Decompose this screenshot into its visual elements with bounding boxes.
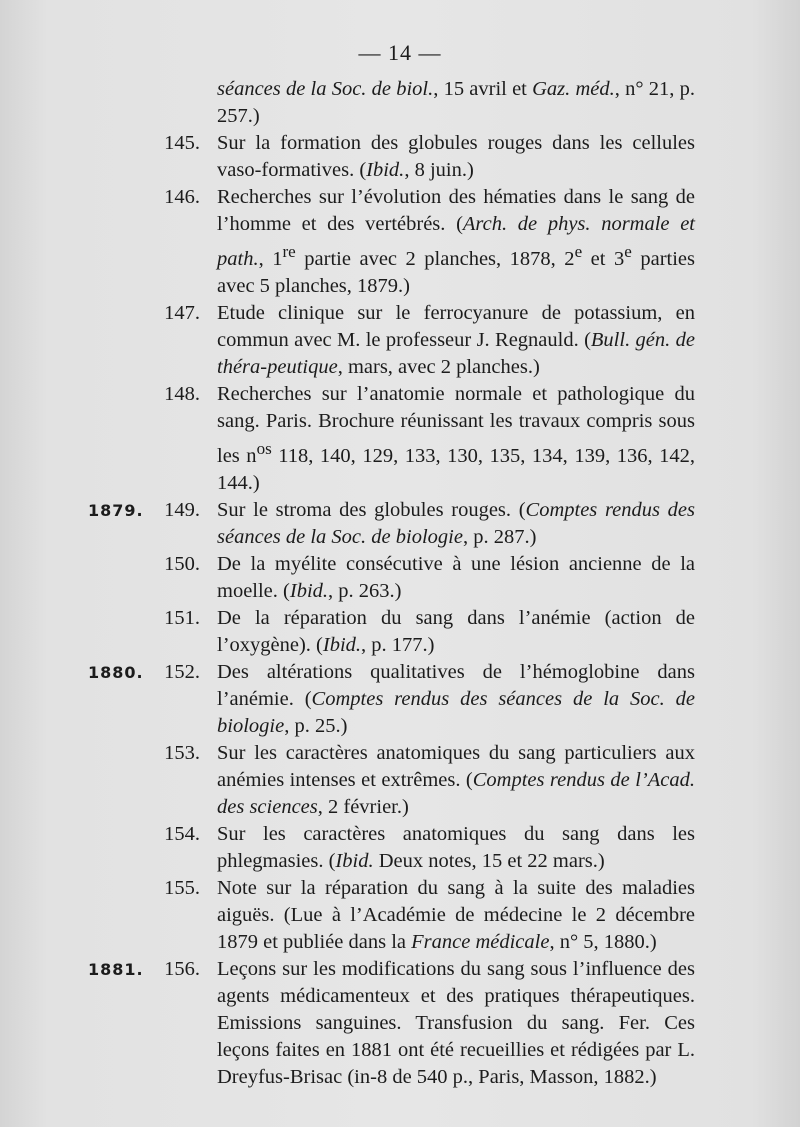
entry-body (164, 381, 695, 497)
entry-year: 1880 . (88, 659, 144, 686)
entry-year: 1881 . (88, 956, 144, 983)
bibliography-entry (0, 184, 800, 300)
entry-number: 152. (164, 660, 200, 683)
entry-number: 146. (164, 186, 200, 208)
entry-number: 147. (164, 301, 200, 324)
page-number: — 14 — (358, 40, 442, 65)
entry-number: 149. (164, 498, 200, 521)
bibliography-list (0, 76, 800, 1091)
entry-body (164, 875, 695, 956)
bibliography-entry (0, 381, 800, 497)
entry-text: De la réparation du sang dans l’anémie (action de l’oxygène). (Ibid., p. 177.) (217, 606, 695, 656)
entry-body (164, 551, 695, 605)
entry-text: Sur les caractères anatomiques du sang particuliers aux anémies intenses et extrêmes. (Comptes rendus de l’Acad. des sciences, 2 février.) (217, 741, 695, 818)
entry-text: Sur le stroma des globules rouges. (Comptes rendus des séances de la Soc. de biologie, p. 287.) (217, 498, 696, 548)
entry-body (164, 184, 696, 300)
entry-text: Sur la formation des globules rouges dans les cellules vaso-formatives. (Ibid., 8 juin.) (217, 132, 695, 181)
entry-number: 145. (164, 132, 200, 154)
bibliography-entry (0, 605, 800, 659)
entry-text: De la myélite consécutive à une lésion ancienne de la moelle. (Ibid., p. 263.) (217, 552, 695, 602)
continuation-paragraph (0, 76, 800, 130)
entry-body (164, 740, 695, 821)
bibliography-entry (0, 956, 800, 1091)
bibliography-entry (0, 497, 800, 551)
entry-text: Sur les caractères anatomiques du sang dans les phlegmasies. (Ibid. Deux notes, 15 et 22 mars.) (217, 822, 695, 872)
entry-text: Note sur la réparation du sang à la suite des maladies aiguës. (Lue à l’Académie de médecine le 2 décembre 1879 et publiée dans la France médicale, n° 5, 1880.) (217, 876, 695, 953)
entry-number: 153. (164, 741, 200, 764)
entry-number: 156. (164, 957, 200, 980)
bibliography-entry (0, 130, 800, 184)
entry-number: 148. (164, 382, 200, 405)
bibliography-entry (0, 740, 800, 821)
entry-body (164, 821, 695, 875)
entry-text: Etude clinique sur le ferrocyanure de potassium, en commun avec M. le professeur J. Regnauld. (Bull. gén. de théra-peutique, mars, avec 2 planches.) (217, 301, 695, 378)
entry-year: 1879 . (88, 497, 144, 524)
entry-text: Des altérations qualitatives de l’hémoglobine dans l’anémie. (Comptes rendus des séances de la Soc. de biologie, p. 25.) (217, 660, 695, 737)
entry-number: 150. (164, 552, 200, 575)
entry-text: Recherches sur l’évolution des hématies dans le sang de l’homme et des vertébrés. (Arch. de phys. normale et path., 1re partie avec 2 planches, 1878, 2e et 3e parties avec 5 planches, 1879.) (217, 186, 696, 297)
bibliography-entry (0, 300, 800, 381)
entry-body (164, 300, 695, 381)
continuation-text: séances de la Soc. de biol., 15 avril et Gaz. méd., n° 21, p. 257.) (217, 78, 695, 127)
entry-body (164, 497, 696, 551)
entry-body (164, 130, 695, 184)
entry-body (164, 659, 695, 740)
entry-number: 154. (164, 822, 200, 845)
entry-body (164, 956, 695, 1091)
bibliography-entry (0, 551, 800, 605)
entries-container (0, 130, 800, 1091)
bibliography-entry (0, 821, 800, 875)
bibliography-entry (0, 659, 800, 740)
entry-text: Leçons sur les modifications du sang sous l’influence des agents médicamenteux et des pratiques thérapeutiques. Emissions sanguines. Transfusion du sang. Fer. Ces leçons faites en 1881 ont été recueillies et rédigées par L. Dreyfus-Brisac (in-8 de 540 p., Paris, Masson, 1882.) (217, 957, 695, 1088)
bibliography-entry (0, 875, 800, 956)
entry-text: Recherches sur l’anatomie normale et pathologique du sang. Paris. Brochure réunissant les travaux compris sous les $n^{os}$ 118, 140, 129, 133, 130, 135, 134, 139, 136, 142, 144.) (217, 382, 695, 494)
entry-body (164, 605, 695, 659)
entry-number: 151. (164, 606, 200, 629)
entry-number: 155. (164, 876, 200, 899)
